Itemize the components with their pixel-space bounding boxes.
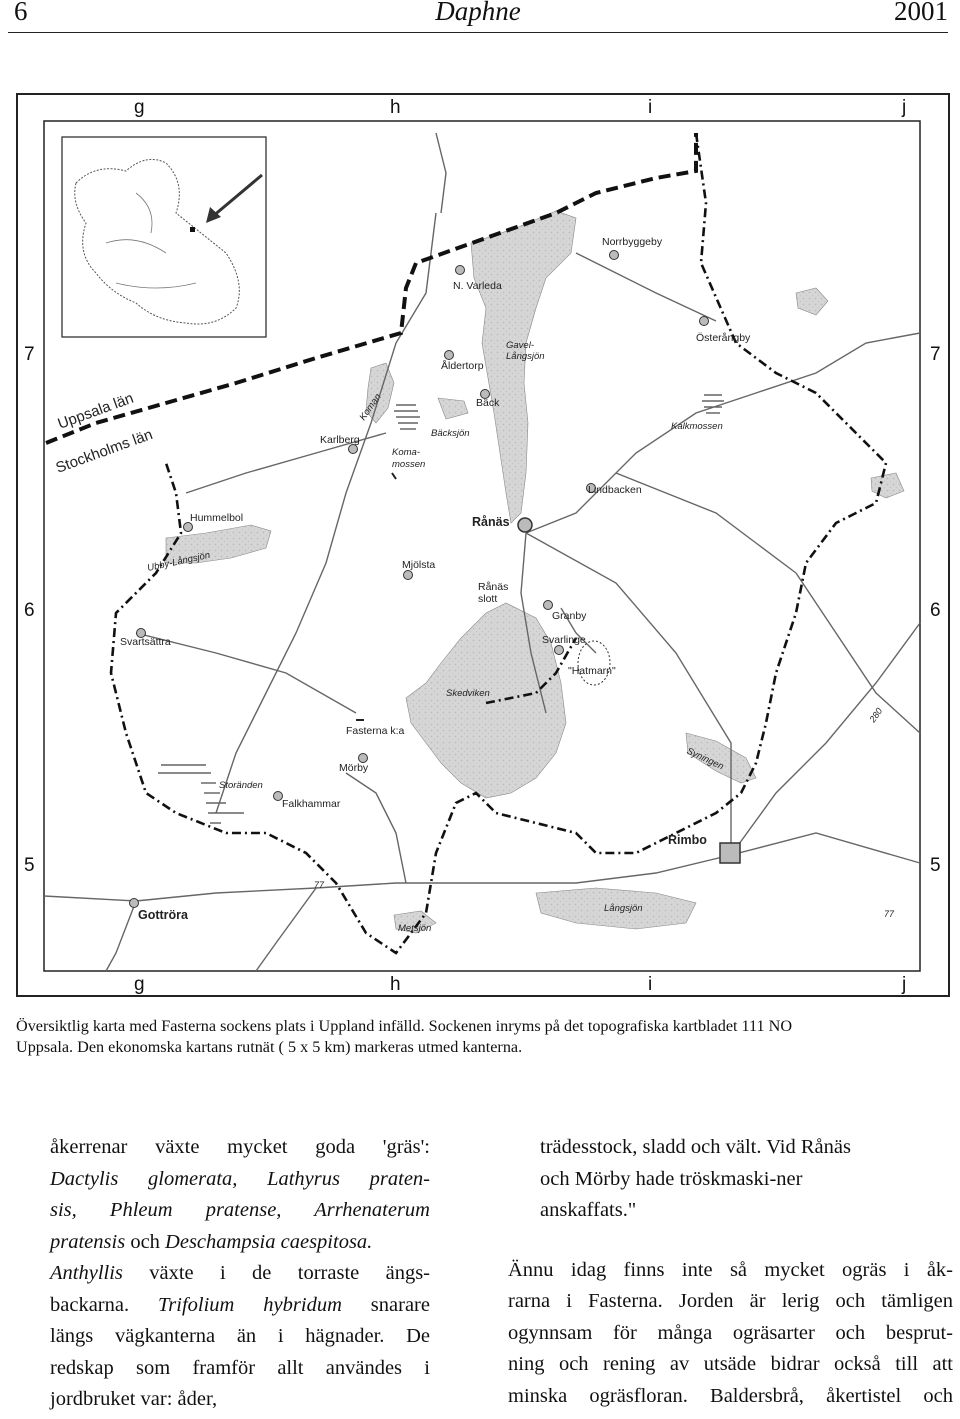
grid-row-6-left: 6	[24, 600, 35, 621]
place-langsjon: Långsjön	[604, 903, 643, 914]
grid-row-6-right: 6	[930, 600, 941, 621]
left-line-8: redskap som framför allt användes i	[50, 1356, 430, 1379]
road-77-west: 77	[314, 880, 325, 890]
place-komamossen-2: mossen	[392, 459, 426, 470]
place-falkhammar: Falkhammar	[282, 798, 341, 810]
left-line-9: jordbruket var: åder,	[50, 1388, 218, 1410]
place-ranas: Rånäs	[472, 515, 510, 529]
inset-overview-map	[62, 137, 266, 337]
grid-col-i-bottom: i	[648, 974, 653, 995]
place-storanden: Storänden	[219, 780, 263, 791]
place-mjolsta: Mjölsta	[402, 559, 436, 571]
place-ranas-slott-2: slott	[478, 593, 498, 605]
grid-col-j-bottom: j	[902, 974, 907, 995]
fasterna-map	[16, 93, 950, 997]
body-column-left	[50, 1132, 430, 1416]
place-hummelbol: Hummelbol	[190, 512, 244, 524]
fasterna-location-marker	[190, 227, 195, 232]
place-lindbacken: Lindbacken	[588, 484, 642, 496]
left-line-1: åkerrenar växte mycket goda 'gräs':	[50, 1136, 430, 1158]
running-header	[8, 0, 948, 33]
county-stockholm-label: Stockholms län	[53, 425, 155, 477]
grid-col-h-top: h	[390, 97, 401, 118]
place-norrbyggeby: Norrbyggeby	[602, 236, 663, 248]
caption-line-1: Översiktlig karta med Fasterna sockens plats i Uppland infälld. Sockenen inryms på det topografiska kartbladet 111 NO	[16, 1017, 793, 1035]
grid-col-h-bottom: h	[390, 974, 401, 995]
page-number: 6	[14, 0, 28, 26]
place-ranas-slott-1: Rånäs	[478, 581, 509, 593]
road-77-east: 77	[884, 909, 895, 919]
place-komamossen-1: Koma-	[392, 447, 420, 458]
caption-line-2: Uppsala. Den ekonomska kartans rutnät ( 5 x 5 km) markeras utmed kanterna.	[16, 1038, 523, 1056]
right-line-1: trädesstock, sladd och vält. Vid Rånäs	[540, 1136, 851, 1158]
right-line-3: anskaffats."	[540, 1199, 637, 1221]
body-column-right	[508, 1132, 953, 1412]
place-gottrora: Gottröra	[138, 908, 188, 922]
place-metsjon: Metsjön	[398, 923, 432, 934]
place-n-varleda: N. Varleda	[453, 280, 502, 292]
place-granby: Granby	[552, 610, 587, 622]
place-kalkmossen: Kalkmossen	[671, 421, 723, 432]
place-hatmarn: "Hatmarn"	[568, 665, 616, 677]
left-line-7: längs vägkanterna än i hägnader. De	[50, 1325, 430, 1347]
grid-row-7-left: 7	[24, 344, 35, 365]
grid-col-j-top: j	[902, 97, 907, 118]
left-line-4: pratensis och Deschampsia caespitosa.	[50, 1230, 373, 1253]
place-morby: Mörby	[339, 762, 369, 774]
right-para-line-1: Ännu idag finns inte så mycket ogräs i åk-	[508, 1258, 953, 1281]
place-fasterna-kyrka: Fasterna k:a	[346, 725, 405, 737]
county-uppsala-label: Uppsala län	[55, 389, 136, 433]
grid-row-5-left: 5	[24, 855, 35, 876]
right-para-line-3: ogynnsam för många ogräsarter och besprut-	[508, 1321, 953, 1344]
left-line-6: backarna. Trifolium hybridum snarare	[50, 1293, 430, 1316]
place-koman: Koman	[357, 391, 384, 423]
grid-col-i-top: i	[648, 97, 653, 118]
right-para-line-2: rarna i Fasterna. Jorden är lerig och tämligen	[508, 1290, 953, 1312]
ranas-marker	[518, 518, 532, 532]
place-svartsattra: Svartsättra	[120, 636, 171, 648]
place-skedviken: Skedviken	[446, 688, 490, 699]
left-line-3: sis, Phleum pratense, Arrhenaterum	[50, 1199, 430, 1221]
place-ubby-langsjon: Ubby-Långsjön	[146, 549, 212, 574]
grid-col-g-top: g	[134, 97, 145, 118]
grid-row-5-right: 5	[930, 855, 941, 876]
place-svarlinge: Svarlinge	[542, 634, 586, 646]
place-gavel-langsjon-1: Gavel-	[506, 340, 534, 351]
rimbo-marker	[720, 843, 740, 863]
left-line-5: Anthyllis växte i de torraste ängs-	[50, 1262, 430, 1284]
place-aldertorp: Åldertorp	[441, 360, 484, 372]
grid-col-g-bottom: g	[134, 974, 145, 995]
place-osterangby: Österångby	[696, 332, 751, 344]
place-rimbo: Rimbo	[668, 833, 707, 847]
journal-title: Daphne	[435, 0, 521, 26]
right-line-2: och Mörby hade tröskmaski-ner	[540, 1167, 803, 1190]
grid-row-7-right: 7	[930, 344, 941, 365]
publication-year: 2001	[894, 0, 948, 26]
place-karlberg: Karlberg	[320, 434, 360, 446]
map-figure	[16, 93, 950, 997]
figure-caption	[16, 1016, 950, 1058]
right-para-line-4: ning och rening av utsäde bidrar också till att	[508, 1353, 953, 1375]
place-backsjon: Bäcksjön	[431, 428, 470, 439]
place-back: Bäck	[476, 397, 500, 409]
place-syningen: Syningen	[684, 745, 726, 773]
place-gavel-langsjon-2: Långsjön	[506, 351, 545, 362]
road-280: 280	[867, 706, 885, 725]
right-para-line-5: minska ogräsfloran. Baldersbrå, åkertistel och	[508, 1384, 953, 1407]
left-line-2: Dactylis glomerata, Lathyrus praten-	[50, 1167, 430, 1190]
